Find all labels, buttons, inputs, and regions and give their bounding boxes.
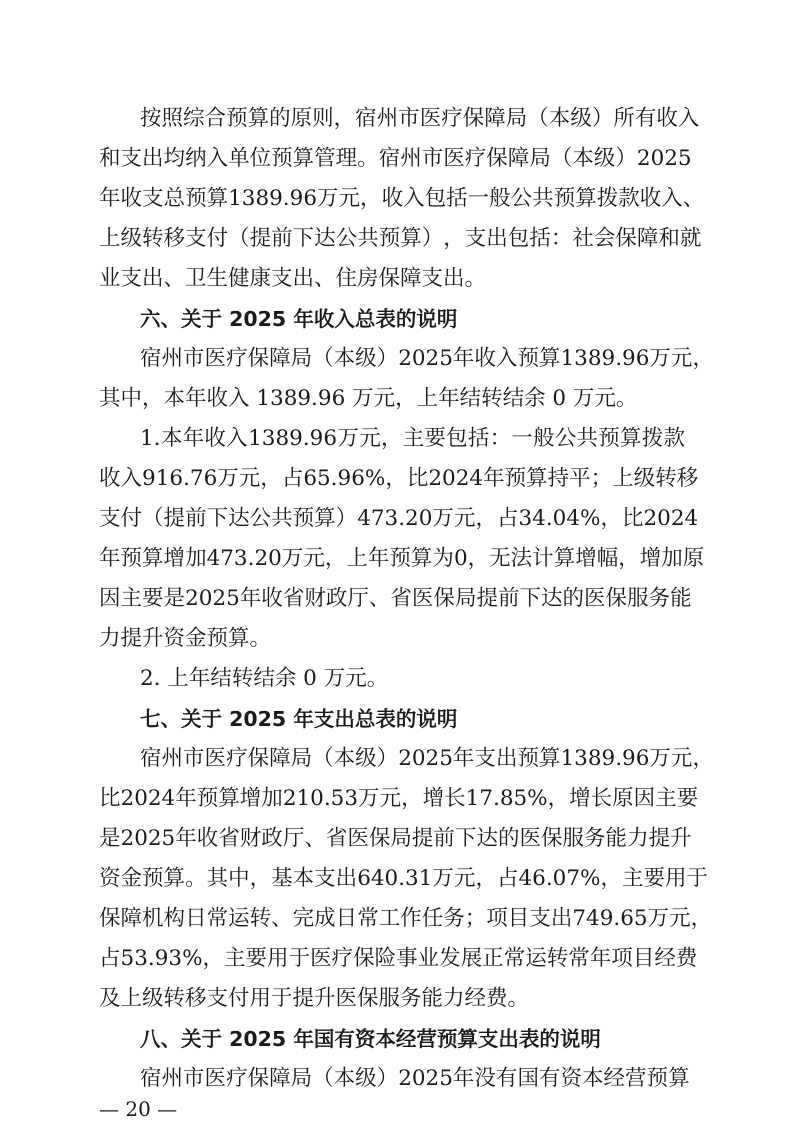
paragraph-line: 宿 州 市 医 疗 保 障 局 （ 本 级 ） 2025 年 收 入 预 算 1389.96 万 元 ， (140, 346, 714, 371)
paragraph-line: 年 预 算 增 加 473.20 万 元 ， 上 年 预 算 为 0 ， 无 法 计 算 增 幅 ， 增 加 原 (99, 546, 705, 571)
paragraph-line: 因 主 要 是 2025 年 收 省 财 政 厅 、 省 医 保 局 提 前 下 达 的 医 保 服 务 能 (99, 586, 692, 611)
paragraph-line: 保 障 机 构 日 常 运 转 、 完 成 日 常 工 作 任 务 ； 项 目 支 出 749.65 万 元 ， (99, 906, 713, 931)
paragraph-line: 宿 州 市 医 疗 保 障 局 （ 本 级 ） 2025 年 没 有 国 有 资 本 经 营 预 算 (140, 1066, 690, 1091)
paragraph-line: 2. 上年结转结余 0 万元。 (140, 666, 389, 691)
paragraph-line: 占 53.93% ， 主 要 用 于 医 疗 保 险 事 业 发 展 正 常 运 转 常 年 项 目 经 费 (99, 946, 698, 971)
section-heading-7: 七、关于 2025 年支出总表的说明 (140, 707, 458, 731)
paragraph-line: 宿 州 市 医 疗 保 障 局 （ 本 级 ） 2025 年 支 出 预 算 1389.96 万 元 ， (140, 746, 714, 771)
paragraph-line: 业支出、卫生健康支出、住房保障支出。 (99, 266, 487, 291)
paragraph-line: 其中，本年收入 1389.96 万元，上年结转结余 0 万元。 (99, 386, 638, 411)
paragraph-line: 1. 本 年 收 入 1389.96 万 元 ， 主 要 包 括 ： 一 般 公 共 预 算 拨 款 (140, 426, 685, 451)
section-heading-6: 六、关于 2025 年收入总表的说明 (140, 307, 458, 331)
paragraph-line: 按 照 综 合 预 算 的 原 则 ， 宿 州 市 医 疗 保 障 局 （ 本 级 ） 所 有 收 入 (140, 106, 700, 131)
section-heading-8: 八、关于 2025 年国有资本经营预算支出表的说明 (140, 1027, 601, 1051)
paragraph-line: 资 金 预 算 。 其 中 ， 基 本 支 出 640.31 万 元 ， 占 46.07% ， 主 要 用 于 (99, 866, 709, 891)
paragraph-line: 和 支 出 均 纳 入 单 位 预 算 管 理 。 宿 州 市 医 疗 保 障 局 （ 本 级 ） 2025 (99, 146, 692, 171)
paragraph-line: 支 付 （ 提 前 下 达 公 共 预 算 ） 473.20 万 元 ， 占 34.04% ， 比 2024 (99, 506, 699, 531)
paragraph-line: 是 2025 年 收 省 财 政 厅 、 省 医 保 局 提 前 下 达 的 医 保 服 务 能 力 提 升 (99, 826, 692, 851)
paragraph-line: 力提升资金预算。 (99, 626, 272, 651)
paragraph-line: 收 入 916.76 万 元 ， 占 65.96% ， 比 2024 年 预 算 持 平 ； 上 级 转 移 (99, 466, 699, 491)
paragraph-line: 年 收 支 总 预 算 1389.96 万 元 ， 收 入 包 括 一 般 公 共 预 算 拨 款 收 入 、 (99, 186, 705, 211)
paragraph-line: 上 级 转 移 支 付 （ 提 前 下 达 公 共 预 算 ） ， 支 出 包 括 ： 社 会 保 障 和 就 (99, 226, 702, 251)
page-number: — 20 — (99, 1097, 178, 1121)
paragraph-line: 及上级转移支付用于提升医保服务能力经费。 (99, 986, 530, 1011)
paragraph-line: 比 2024 年 预 算 增 加 210.53 万 元 ， 增 长 17.85% ， 增 长 原 因 主 要 (99, 786, 699, 811)
